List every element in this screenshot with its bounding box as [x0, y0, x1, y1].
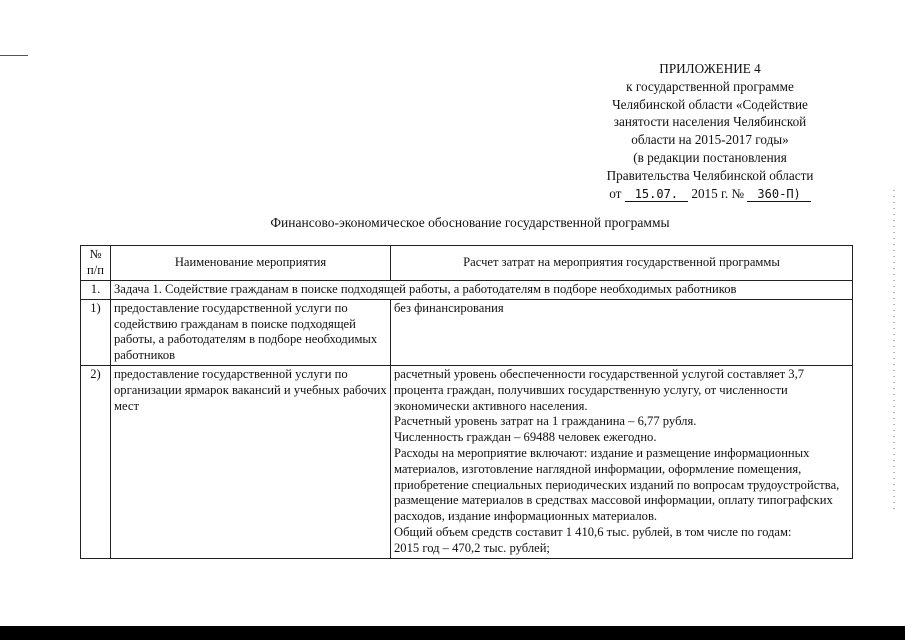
table-header-row [81, 246, 853, 281]
table-row [81, 299, 853, 365]
row-cost [391, 365, 853, 558]
header-name: Наименование мероприятия [111, 246, 391, 281]
cost-line: Расчетный уровень затрат на 1 гражданина – 6,77 рубля. [394, 414, 697, 429]
row-num: 2) [81, 365, 111, 558]
cost-line: расчетный уровень обеспеченности государственной услугой составляет 3,7 процента граждан, получивших государственную услугу, от численности экономически активного населения. [394, 366, 805, 413]
scan-artifact [893, 190, 895, 510]
header-num: № п/п [81, 246, 111, 281]
cost-line: Численность граждан – 69488 человек ежегодно. [394, 430, 657, 445]
annex-line-2: к государственной программе [626, 78, 794, 94]
annex-line-4: занятости населения Челябинской [613, 114, 807, 130]
document-title: Финансово-экономическое обоснование государственной программы [270, 215, 670, 230]
annex-line-7: Правительства Челябинской области [606, 167, 814, 183]
annex-header [560, 60, 860, 202]
date-value: 15.07. [625, 187, 688, 202]
date-prefix: от [609, 185, 622, 201]
cost-line: 2015 год – 470,2 тыс. рублей; [394, 540, 550, 555]
decree-number: 360-П) [747, 187, 810, 202]
task-num: 1. [81, 281, 111, 300]
scan-edge-mark [0, 55, 28, 56]
date-mid: 2015 г. № [691, 185, 745, 201]
annex-date-line [560, 185, 860, 203]
annex-line-5: области на 2015-2017 годы» [631, 132, 789, 148]
cost-line: Расходы на мероприятие включают: издание и размещение информационных материалов, изготовление наглядной информации, оформление помещения, приобретение специальных периодических изданий по вопросам трудоустройства, размещение материалов в средствах массовой информации, оплату типографских расходов, издание информационных материалов. [394, 445, 840, 524]
row-num: 1) [81, 299, 111, 365]
cost-table [80, 245, 853, 559]
row-name: предоставление государственной услуги по организации ярмарок вакансий и учебных рабочих мест [111, 365, 391, 558]
task-row [81, 281, 853, 300]
annex-title: ПРИЛОЖЕНИЕ 4 [659, 61, 761, 76]
row-name: предоставление государственной услуги по содействию гражданам в поиске подходящей работы, а работодателям в подборе необходимых работников [111, 299, 391, 365]
annex-line-6: (в редакции постановления [633, 149, 787, 165]
header-cost: Расчет затрат на мероприятия государственной программы [391, 246, 853, 281]
cost-line: Общий объем средств составит 1 410,6 тыс. рублей, в том числе по годам: [394, 524, 792, 539]
task-text: Задача 1. Содействие гражданам в поиске подходящей работы, а работодателям в подборе необходимых работников [111, 281, 853, 300]
table-row [81, 365, 853, 558]
scan-bottom-edge [0, 626, 905, 640]
annex-line-3: Челябинской области «Содействие [612, 96, 808, 112]
cost-line: без финансирования [394, 300, 504, 315]
row-cost [391, 299, 853, 365]
